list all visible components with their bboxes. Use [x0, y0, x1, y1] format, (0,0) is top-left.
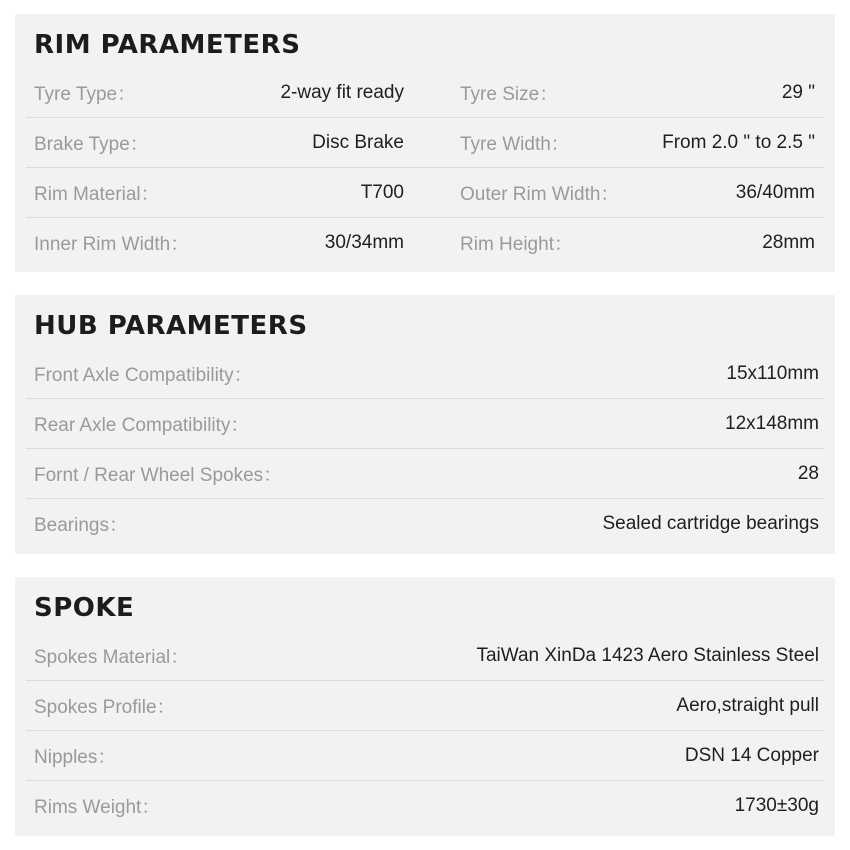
- hub-parameters-panel: [15, 295, 835, 554]
- rim-parameters-panel: [15, 14, 835, 272]
- rear-axle-label: Rear Axle Compatibility：: [34, 415, 250, 436]
- nipples-value: DSN 14 Copper: [684, 744, 819, 766]
- spoke-table: [26, 631, 825, 830]
- tyre-width-value: From 2.0 " to 2.5 ": [662, 131, 815, 153]
- table-row: [26, 730, 825, 780]
- wheel-spokes-value: 28: [797, 462, 819, 484]
- front-axle-value: 15x110mm: [726, 362, 819, 384]
- spokes-profile-label: Spokes Profile：: [34, 697, 176, 718]
- table-row: [26, 680, 825, 730]
- rim-height-label: Rim Height：: [460, 234, 573, 255]
- spokes-material-value: TaiWan XinDa 1423 Aero Stainless Steel: [476, 644, 819, 666]
- spoke-panel: [15, 577, 835, 836]
- table-row: [26, 498, 825, 548]
- table-row: [26, 631, 825, 680]
- table-row: [26, 349, 825, 398]
- inner-rim-width-label: Inner Rim Width：: [34, 234, 190, 255]
- tyre-type-value: 2-way fit ready: [280, 81, 404, 103]
- brake-type-value: Disc Brake: [312, 131, 404, 153]
- table-row: [26, 68, 825, 117]
- hub-parameters-table: [26, 349, 825, 548]
- table-row: [26, 217, 825, 267]
- outer-rim-width-label: Outer Rim Width：: [460, 184, 620, 205]
- spokes-material-label: Spokes Material：: [34, 647, 190, 668]
- tyre-type-label: Tyre Type：: [34, 84, 137, 105]
- table-row: [26, 117, 825, 167]
- hub-parameters-title: HUB PARAMETERS: [34, 311, 308, 341]
- spoke-title: SPOKE: [34, 593, 135, 623]
- nipples-label: Nipples：: [34, 747, 117, 768]
- brake-type-label: Brake Type：: [34, 134, 149, 155]
- wheel-spokes-label: Fornt / Rear Wheel Spokes：: [34, 465, 283, 486]
- rim-parameters-table: [26, 68, 825, 267]
- table-row: [26, 780, 825, 830]
- bearings-label: Bearings：: [34, 515, 128, 536]
- tyre-size-label: Tyre Size：: [460, 84, 559, 105]
- tyre-size-value: 29 ": [781, 81, 815, 103]
- rims-weight-label: Rims Weight：: [34, 797, 161, 818]
- bearings-value: Sealed cartridge bearings: [602, 512, 819, 534]
- inner-rim-width-value: 30/34mm: [324, 231, 404, 253]
- tyre-width-label: Tyre Width：: [460, 134, 570, 155]
- front-axle-label: Front Axle Compatibility：: [34, 365, 253, 386]
- rear-axle-value: 12x148mm: [725, 412, 819, 434]
- rim-material-label: Rim Material：: [34, 184, 160, 205]
- table-row: [26, 448, 825, 498]
- rim-material-value: T700: [360, 181, 404, 203]
- table-row: [26, 167, 825, 217]
- outer-rim-width-value: 36/40mm: [735, 181, 815, 203]
- rims-weight-value: 1730±30g: [734, 794, 819, 816]
- table-row: [26, 398, 825, 448]
- rim-parameters-title: RIM PARAMETERS: [34, 30, 301, 60]
- spokes-profile-value: Aero,straight pull: [676, 694, 819, 716]
- rim-height-value: 28mm: [762, 231, 815, 253]
